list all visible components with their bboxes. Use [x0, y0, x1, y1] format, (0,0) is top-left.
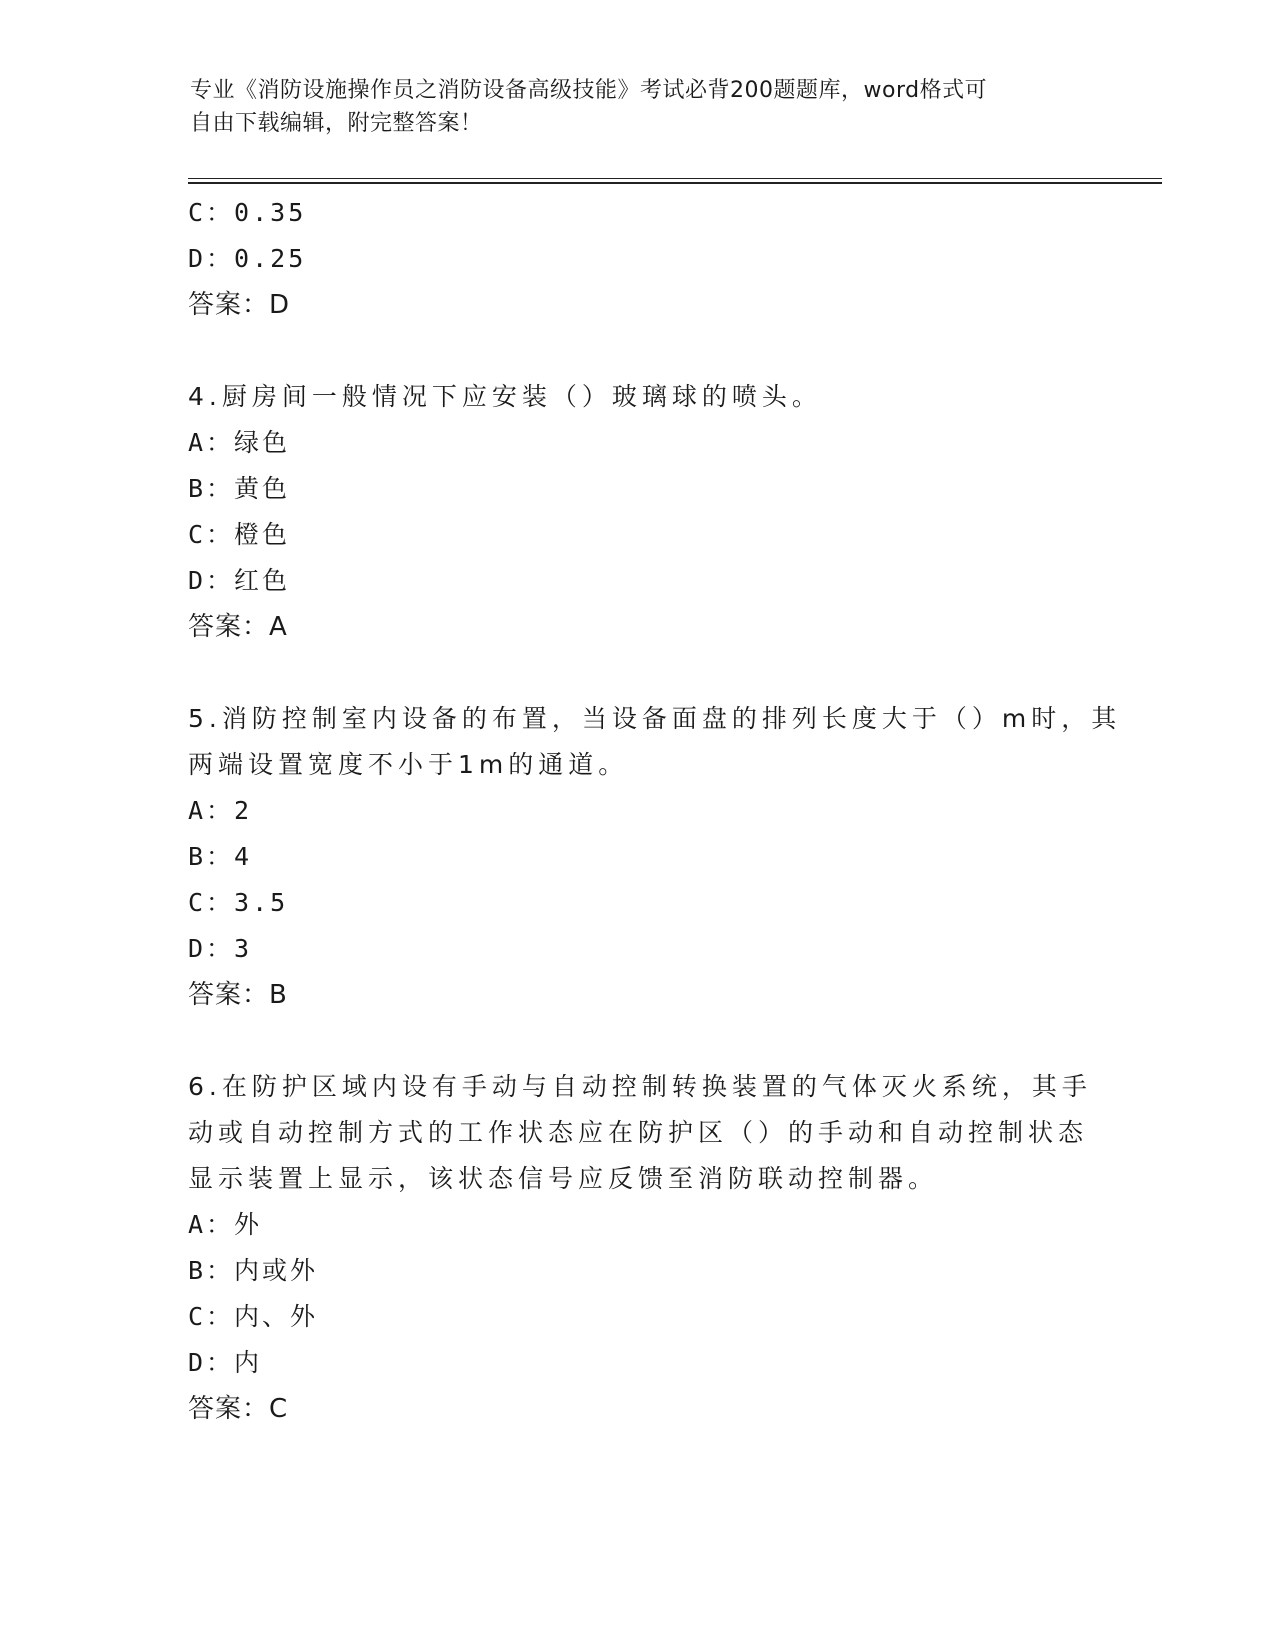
question-stem: 显示装置上显示，该状态信号应反馈至消防联动控制器。 — [188, 1164, 939, 1193]
header-rule-thick — [188, 182, 1162, 184]
question-5 — [188, 696, 1122, 1018]
header-line-1: 专业《消防设施操作员之消防设备高级技能》考试必背200题题库，word格式可 — [190, 78, 988, 103]
option-d: D：内 — [188, 1348, 263, 1377]
header-rule-thin — [188, 178, 1162, 179]
option-b: B：内或外 — [188, 1256, 319, 1285]
question-content — [188, 190, 1122, 1432]
header-line-2: 自由下载编辑，附完整答案！ — [190, 111, 483, 136]
option-d: D：0.25 — [188, 244, 307, 273]
page-header — [190, 74, 1090, 140]
question-stem: 两端设置宽度不小于1m的通道。 — [188, 750, 629, 779]
option-c: C：0.35 — [188, 198, 307, 227]
option-a: A：外 — [188, 1210, 263, 1239]
option-a: A：2 — [188, 796, 253, 825]
question-6 — [188, 1064, 1092, 1432]
option-a: A：绿色 — [188, 428, 291, 457]
answer-line: 答案：C — [188, 1394, 289, 1424]
option-d: D：红色 — [188, 566, 291, 595]
option-c: C：橙色 — [188, 520, 291, 549]
question-4 — [188, 374, 1088, 650]
question-stem: 5.消防控制室内设备的布置，当设备面盘的排列长度大于（）m时，其 — [188, 704, 1122, 733]
prev-question-block — [188, 190, 1088, 328]
answer-line: 答案：D — [188, 290, 291, 320]
option-d: D：3 — [188, 934, 253, 963]
option-b: B：黄色 — [188, 474, 291, 503]
option-b: B：4 — [188, 842, 253, 871]
question-stem: 6.在防护区域内设有手动与自动控制转换装置的气体灭火系统，其手 — [188, 1072, 1092, 1101]
option-c: C：内、外 — [188, 1302, 319, 1331]
question-stem: 4.厨房间一般情况下应安装（）玻璃球的喷头。 — [188, 382, 822, 411]
answer-line: 答案：B — [188, 980, 288, 1010]
answer-line: 答案：A — [188, 612, 288, 642]
option-c: C：3.5 — [188, 888, 289, 917]
question-stem: 动或自动控制方式的工作状态应在防护区（）的手动和自动控制状态 — [188, 1118, 1089, 1147]
